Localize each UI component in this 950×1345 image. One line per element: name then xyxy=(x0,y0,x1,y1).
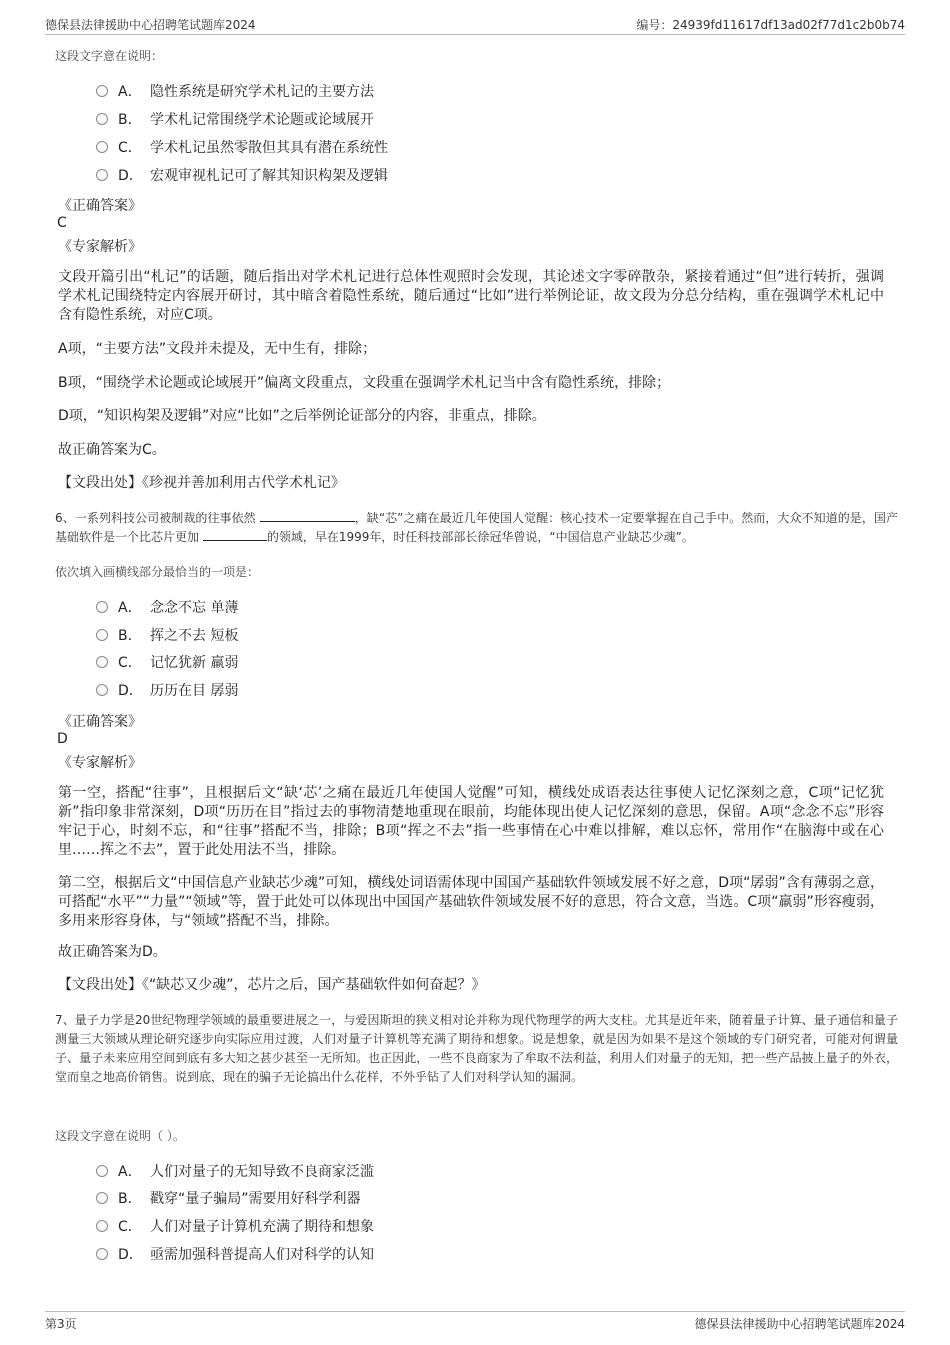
q5-option-c[interactable]: C． 学术札记虽然零散但其具有潜在系统性 xyxy=(96,138,388,158)
q7-option-c[interactable]: C． 人们对量子计算机充满了期待和想象 xyxy=(96,1217,374,1237)
q7-prompt: 这段文字意在说明（ ）。 xyxy=(55,1129,185,1143)
footer-title: 德保县法律援助中心招聘笔试题库2024 xyxy=(694,1317,905,1331)
q7-option-a[interactable]: A． 人们对量子的无知导致不良商家泛滥 xyxy=(96,1162,374,1182)
q6-analysis-para-1: 第一空，搭配“往事”，且根据后文“缺‘芯’之痛在最近几年使国人觉醒”可知，横线处成语表达往事使人记忆深刻之意，C项“记忆犹新”指印象非常深刻，D项“历历在目”指过去的事物清楚地重现在眼前，均能体现出使人记忆深刻的意思，保留。A项“念念不忘”形容牢记于心，时刻不忘，和“往事”搭配不当，排除；B项“挥之不去”指一些事情在心中难以排解，难以忘怀，常用作“在脑海中或在心里……挥之不去”，置于此处用法不当，排除。 xyxy=(58,785,884,858)
radio-icon[interactable] xyxy=(96,1192,108,1204)
radio-icon[interactable] xyxy=(96,684,108,696)
q5-option-d[interactable]: D． 宏观审视札记可了解其知识构架及逻辑 xyxy=(96,166,388,186)
q6-option-a[interactable]: A． 念念不忘 单薄 xyxy=(96,598,238,618)
blank-1[interactable] xyxy=(260,509,355,522)
radio-icon[interactable] xyxy=(96,1248,108,1260)
radio-icon[interactable] xyxy=(96,1220,108,1232)
q5-answer-label: 《正确答案》 xyxy=(58,198,142,214)
page-header xyxy=(45,14,905,35)
q5-prompt: 这段文字意在说明： xyxy=(55,49,164,63)
q6-stem: 6、一系列科技公司被制裁的往事依然 ，缺“芯”之痛在最近几年使国人觉醒：核心技术一定要掌握在自己手中。然而，大众不知道的是，国产基础软件是一个比芯片更加 的领域，早在1999年，时任科技部部长徐冠华曾说，“中国信息产业缺芯少魂”。 xyxy=(55,511,898,544)
q6-answer-label: 《正确答案》 xyxy=(58,714,142,730)
q7-option-d[interactable]: D． 亟需加强科普提高人们对科学的认知 xyxy=(96,1245,374,1265)
radio-icon[interactable] xyxy=(96,85,108,97)
q5-analysis-para-3: B项，“围绕学术论题或论域展开”偏离文段重点，文段重在强调学术札记当中含有隐性系统，排除； xyxy=(58,375,671,391)
page-number: 第3页 xyxy=(45,1317,77,1331)
radio-icon[interactable] xyxy=(96,141,108,153)
q5-analysis-label: 《专家解析》 xyxy=(58,239,142,255)
q5-answer: C xyxy=(57,215,67,231)
q5-analysis-para-1: 文段开篇引出“札记”的话题，随后指出对学术札记进行总体性观照时会发现，其论述文字零碎散杂，紧接着通过“但”进行转折，强调学术札记围绕特定内容展开研讨，其中暗含着隐性系统，随后通过“比如”进行举例论证，故文段为分总分结构，重在强调学术札记中含有隐性系统，对应C项。 xyxy=(58,269,884,323)
radio-icon[interactable] xyxy=(96,1165,108,1177)
q7-stem: 7、量子力学是20世纪物理学领域的最重要进展之一，与爱因斯坦的狭义相对论并称为现代物理学的两大支柱。尤其是近年来，随着量子计算、量子通信和量子测量三大领域从理论研究逐步向实际应用过渡，人们对量子计算机等充满了期待和想象。说是想象，就是因为如果不是这个领域的专门研究者，可能对何谓量子、量子未来应用空间到底有多大知之甚少甚至一无所知。也正因此，一些不良商家为了牟取不法利益，利用人们对量子的无知，把一些产品披上量子的外衣，堂而皇之地高价销售。说到底，现在的骗子无论搞出什么花样，不外乎钻了人们对科学认知的漏洞。 xyxy=(55,1013,898,1084)
q6-option-b[interactable]: B． 挥之不去 短板 xyxy=(96,626,238,646)
q5-analysis-para-2: A项，“主要方法”文段并未提及，无中生有，排除； xyxy=(58,341,377,357)
q6-answer: D xyxy=(57,731,68,747)
q5-option-a[interactable]: A． 隐性系统是研究学术札记的主要方法 xyxy=(96,82,374,102)
radio-icon[interactable] xyxy=(96,629,108,641)
q6-analysis-para-2: 第二空，根据后文“中国信息产业缺芯少魂”可知，横线处词语需体现中国国产基础软件领域发展不好之意，D项“孱弱”含有薄弱之意，可搭配“水平”“力量”“领域”等，置于此处可以体现出中国国产基础软件领域发展不好的意思，符合文意，当选。C项“羸弱”形容瘦弱，多用来形容身体，与“领域”搭配不当，排除。 xyxy=(58,875,884,929)
q6-analysis-para-3: 故正确答案为D。 xyxy=(58,944,167,960)
radio-icon[interactable] xyxy=(96,601,108,613)
radio-icon[interactable] xyxy=(96,656,108,668)
q7-option-b[interactable]: B． 戳穿“量子骗局”需要用好科学利器 xyxy=(96,1189,361,1209)
blank-2[interactable] xyxy=(203,528,267,541)
radio-icon[interactable] xyxy=(96,113,108,125)
q5-option-b[interactable]: B． 学术札记常围绕学术论题或论域展开 xyxy=(96,110,374,130)
radio-icon[interactable] xyxy=(96,169,108,181)
q5-analysis-para-5: 故正确答案为C。 xyxy=(58,442,166,458)
page-footer xyxy=(45,1311,905,1332)
q5-source: 【文段出处】《珍视并善加利用古代学术札记》 xyxy=(58,475,345,491)
header-title: 德保县法律援助中心招聘笔试题库2024 xyxy=(45,18,256,32)
header-serial: 编号：24939fd11617df13ad02f77d1c2b0b74 xyxy=(636,18,905,32)
q5-analysis-para-4: D项，“知识构架及逻辑”对应“比如”之后举例论证部分的内容，非重点，排除。 xyxy=(58,408,546,424)
q6-prompt: 依次填入画横线部分最恰当的一项是： xyxy=(55,565,260,579)
q6-analysis-label: 《专家解析》 xyxy=(58,755,142,771)
q6-source: 【文段出处】《“缺芯又少魂”，芯片之后，国产基础软件如何奋起？》 xyxy=(58,977,486,993)
q6-option-c[interactable]: C． 记忆犹新 羸弱 xyxy=(96,653,238,673)
q6-option-d[interactable]: D． 历历在目 孱弱 xyxy=(96,681,238,701)
